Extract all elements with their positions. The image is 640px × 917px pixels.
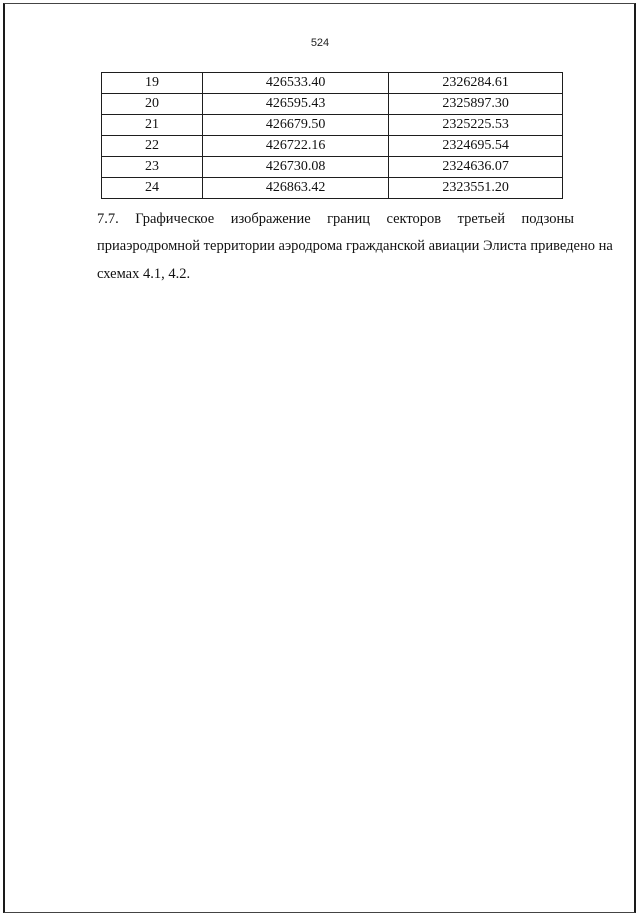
x-coordinate: 426722.16 xyxy=(202,136,388,157)
y-coordinate: 2325225.53 xyxy=(389,115,563,136)
table-row xyxy=(102,157,563,178)
x-coordinate: 426730.08 xyxy=(202,157,388,178)
y-coordinate: 2324695.54 xyxy=(389,136,563,157)
point-number: 21 xyxy=(102,115,203,136)
point-number: 22 xyxy=(102,136,203,157)
paragraph-line-1 xyxy=(97,210,574,228)
table-row xyxy=(102,136,563,157)
y-coordinate: 2326284.61 xyxy=(389,73,563,94)
point-number: 23 xyxy=(102,157,203,178)
table-row xyxy=(102,115,563,136)
paragraph-word: третьей xyxy=(457,211,505,227)
paragraph-line-3: схемах 4.1, 4.2. xyxy=(97,266,191,282)
paragraph-word: границ xyxy=(327,211,371,227)
y-coordinate: 2324636.07 xyxy=(389,157,563,178)
point-number: 19 xyxy=(102,73,203,94)
paragraph-word: секторов xyxy=(386,211,442,227)
x-coordinate: 426679.50 xyxy=(202,115,388,136)
point-number: 20 xyxy=(102,94,203,115)
x-coordinate: 426595.43 xyxy=(202,94,388,115)
paragraph-word: подзоны xyxy=(521,211,574,227)
table-row xyxy=(102,94,563,115)
page-number: 524 xyxy=(310,37,330,49)
table-row xyxy=(102,178,563,199)
paragraph-word: изображение xyxy=(230,211,311,227)
paragraph-line-2: приаэродромной территории аэродрома гражданской авиации Элиста приведено на xyxy=(97,238,613,254)
x-coordinate: 426863.42 xyxy=(202,178,388,199)
point-number: 24 xyxy=(102,178,203,199)
x-coordinate: 426533.40 xyxy=(202,73,388,94)
y-coordinate: 2325897.30 xyxy=(389,94,563,115)
paragraph-word: Графическое xyxy=(135,211,215,227)
coordinates-table xyxy=(101,72,563,199)
paragraph-word: 7.7. xyxy=(97,211,119,227)
table-row xyxy=(102,73,563,94)
y-coordinate: 2323551.20 xyxy=(389,178,563,199)
